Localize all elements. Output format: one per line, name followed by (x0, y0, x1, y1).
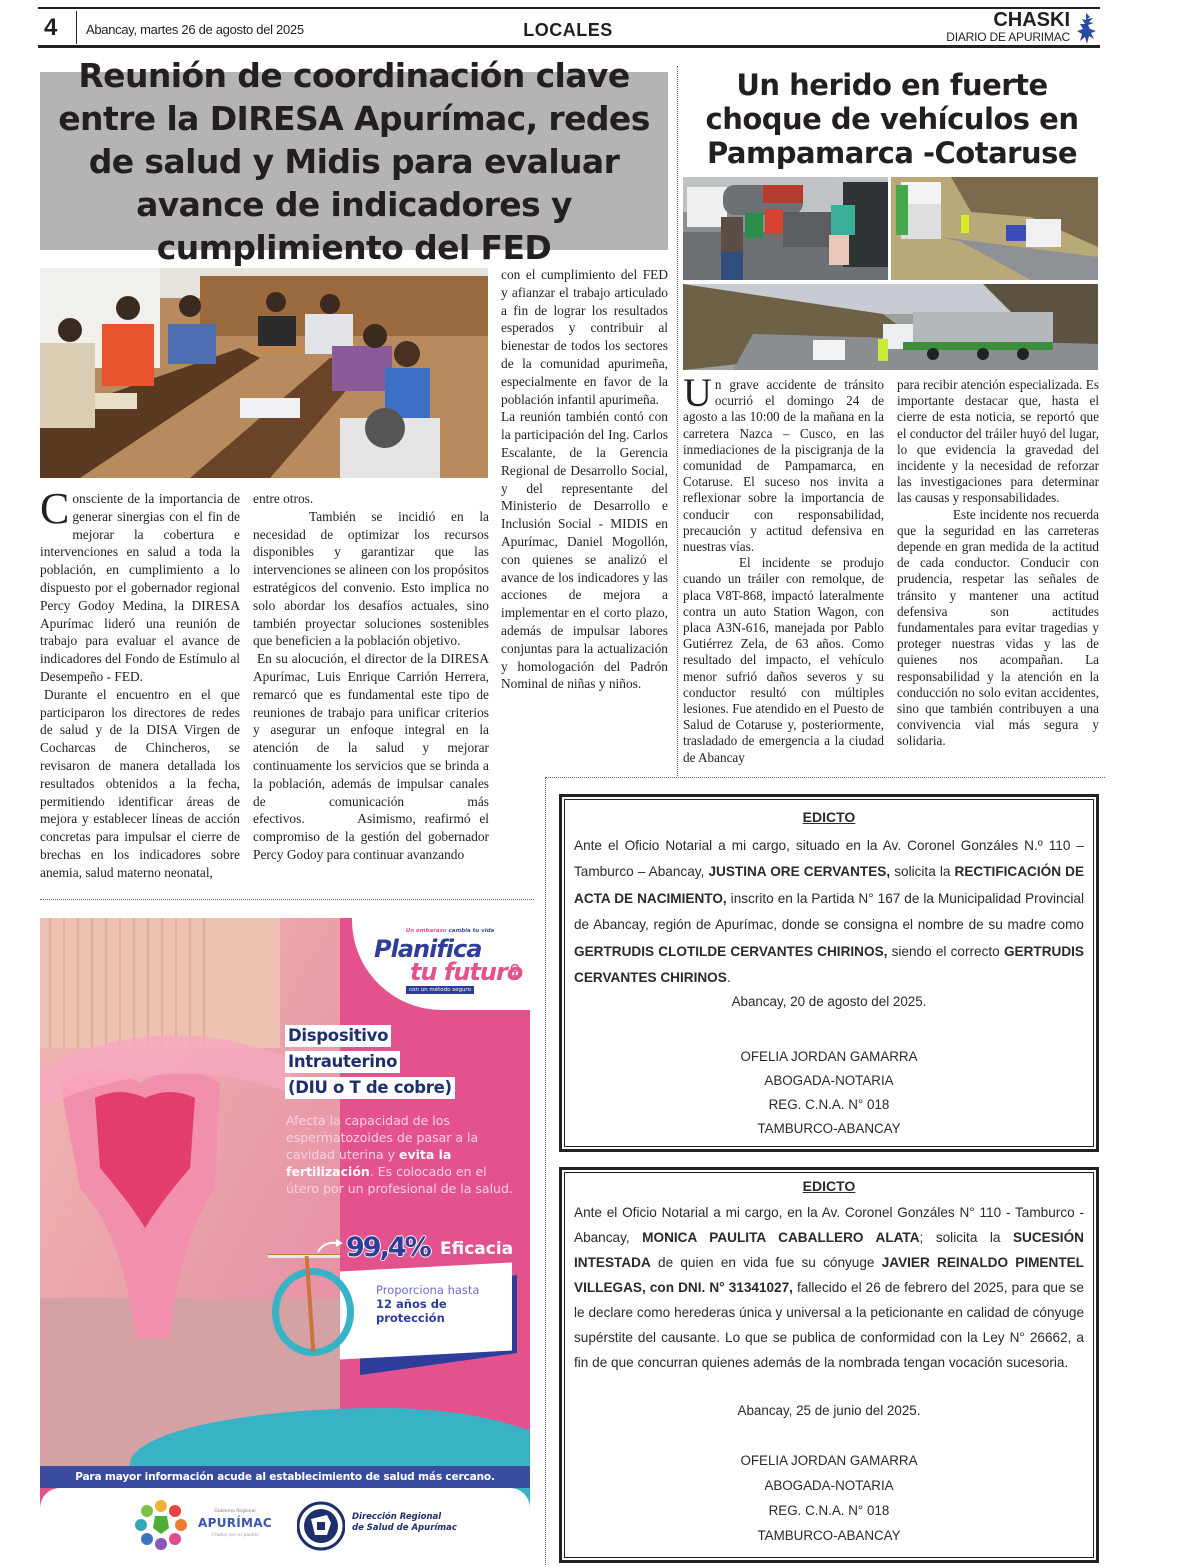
signature-name: OFELIA JORDAN GAMARRA (740, 1453, 918, 1468)
ad-brand-line-1: Planifica (374, 935, 482, 963)
edicto-notice-1 (559, 794, 1099, 1152)
paragraph: Asimismo, reafirmó el compromiso de la gestión del gobernador Percy Godoy para continuar avanzando (253, 811, 489, 862)
petitioner-name: MONICA PAULITA CABALLERO ALATA (642, 1230, 920, 1245)
gov-slogan: Unidos por el pueblo (211, 1533, 259, 1538)
trailer-highway-photo (683, 284, 1098, 370)
edicto-text: solicita la (890, 864, 955, 880)
paragraph: Durante el encuentro en el que participaron los directores de redes de salud y de la DISA Virgen de Cocharcas de Chincheros, se revisaron de manera detallada los resultados obtenidos a la fecha, permitiendo identificar áreas de mejora y establecer líneas de acción concretas para impulsar el cierre de brechas en los indicadores sobre anemia, salud materno neonatal, (40, 686, 240, 880)
signature-title: ABOGADA-NOTARIA (764, 1073, 894, 1088)
edicto-text: fallecido el 26 de febrero del 2025, para que se le declare como herederas única y universal a la peticionante en calidad de cónyuge supérstite del causante. Lo que se publica de conformidad con la Ley N° 26662, a fin de que concurran quienes además de la nombrada tengan vocación sucesoria. (574, 1280, 1084, 1370)
header-separator (76, 11, 77, 44)
paragraph: Este incidente nos recuerda que la seguridad en las carreteras depende en gran medida de la actitud de cada conductor. Conducir con prudencia, respetar las señales de tránsito y mantener una actitud defensiva son actitudes fundamentales para evitar tragedias y proteger nuestras vidas y las de quienes nos acompañan. La responsabilidad y la atención en la conducción no solo evitan accidentes, sino que también contribuyen a una convivencia vial más segura y solidaria. (897, 506, 1099, 749)
petitioner-name: JUSTINA ORE CERVANTES, (708, 864, 891, 880)
header-top-rule (38, 7, 1100, 9)
ad-title-line-3: (DIU o T de cobre) (285, 1077, 455, 1099)
paragraph: El incidente se produjo cuando un tráiler con remolque, de placa V8T-868, impactó lateralmente contra un auto Station Wagon, con placa A3N-616, manejada por Pablo Gutiérrez Zela, de 63 años. Como resultado del impacto, el vehículo menor sufrió daños severos y su conductor resultó con múltiples lesiones. Fue atendido en el Puesto de Salud de Cotaruse y, posteriormente, trasladado de emergencia a la ciudad de Abancay (683, 555, 884, 765)
signature-registry: REG. C.N.A. N° 018 (768, 1503, 890, 1518)
ad-brand-line-3: con un método seguro (406, 986, 474, 994)
right-article-column-2 (897, 377, 1099, 750)
gov-small-label: Gobierno Regional (214, 1509, 256, 1514)
ad-title-line-1: Dispositivo (285, 1025, 391, 1047)
signature-title: ABOGADA-NOTARIA (764, 1478, 894, 1493)
signature-registry: REG. C.N.A. N° 018 (768, 1097, 890, 1112)
signature-name: OFELIA JORDAN GAMARRA (740, 1049, 918, 1064)
diresa-seal-icon (297, 1501, 345, 1551)
edicto-text: inscrito en la Partida N° 167 de la Municipalidad Provincial de Abancay, región de Apurímac, donde se consigna el nombre de su madre como (574, 890, 1084, 933)
paragraph: para recibir atención especializada. Es importante destacar que, hasta el cierre de esta noticia, se reportó que el conductor del tráiler huyó del lugar, lo que evidencia la gravedad del incidente y la necesidad de reforzar las investigaciones para determinar las causas y responsabilidades. (897, 377, 1099, 506)
diresa-line: de Salud de Apurímac (352, 1523, 457, 1533)
brand-subtitle: DIARIO DE APURIMAC (946, 30, 1070, 44)
diresa-name (352, 1512, 457, 1534)
tagline-part: cambia tu vida (446, 928, 495, 934)
correct-name: GERTRUDIS CERVANTES CHIRINOS (574, 943, 1084, 986)
procedure-name: RECTIFICACIÓN DE ACTA DE NACIMIENTO, (574, 864, 1085, 906)
edicto-text: siendo el correcto (887, 943, 1004, 959)
ad-brand-line-2: tu futuro (410, 958, 523, 986)
ad-description (286, 1112, 516, 1197)
header-bottom-rule (38, 45, 1100, 48)
left-article-column-2 (253, 490, 489, 864)
signature-location: TAMBURCO-ABANCAY (757, 1528, 901, 1543)
page-number: 4 (44, 14, 58, 41)
right-headline: Un herido en fuerte choque de vehículos en Pampamarca -Cotaruse (705, 68, 1079, 170)
gobierno-regional-logo-icon (135, 1498, 187, 1550)
paragraph: n grave accidente de tránsito ocurrió el domingo 24 de agosto a las 10:00 de la mañana en la carretera Nazca – Cusco, en las inmediaciones de la piscigranja de la comunidad de Pampamarca, en Cotaruse. El suceso nos invita a reflexionar sobre la importancia de conducir con responsabilidad, precaución y actitud defensiva en nuestras vías. (683, 377, 884, 555)
card-part: 12 años de protección (376, 1297, 447, 1325)
ad-tagline (380, 928, 520, 934)
section-name: LOCALES (523, 20, 613, 40)
column-divider (677, 66, 678, 776)
efficacy-label: Eficacia (440, 1239, 514, 1259)
edicto-text: . (726, 970, 731, 986)
edicto-date: Abancay, 20 de agosto del 2025. (731, 994, 927, 1009)
masthead (946, 10, 1070, 44)
paragraph: En su alocución, el director de la DIRESA Apurímac, Luis Enrique Carrión Herrera, remarcó que es fundamental este tipo de reuniones de trabajo para unificar criterios y asegurar un enfoque integral en la atención de la salud y mejorar continuamente los servicios que se brinda a la población, además de impulsar canales de comunicación más efectivos. (253, 651, 489, 827)
issue-date: Abancay, martes 26 de agosto del 2025 (86, 22, 304, 37)
diresa-line: Dirección Regional (352, 1512, 442, 1522)
ad-illustration (40, 918, 340, 1478)
left-article-column-3 (501, 266, 668, 693)
protection-text (376, 1283, 506, 1325)
paragraph: entre otros. (253, 491, 314, 506)
card-part: Proporciona hasta (376, 1283, 480, 1297)
desc-part: Afecta la capacidad de los espermatozoides de pasar a la cavidad uterina y (286, 1113, 479, 1162)
left-article-column-1 (40, 484, 240, 882)
edicto-text: ; solicita la (919, 1230, 1013, 1245)
column-divider (545, 777, 546, 1565)
paragraph: La reunión también contó con la participación del Ing. Carlos Escalante, de la Gerencia Regional de Desarrollo Social, y del representante del Ministerio de Desarrollo e Inclusión Social - MIDIS en Apurímac, Daniel Mogollón, con quienes se analizó el avance de los indicadores y las acciones de mejora a implementar en el corto plazo, además de impulsar labores conjuntas para la actualización y homologación del Padrón Nominal de niñas y niños. (501, 409, 668, 692)
gov-name: APURÍMAC (198, 1516, 272, 1530)
edicto-body (574, 1200, 1084, 1375)
right-article-column-1 (683, 370, 884, 766)
edicto-text: de quien en vida fue su cónyuge (650, 1255, 882, 1270)
brand-name: CHASKI (993, 9, 1070, 31)
tagline-part: Un embarazo (405, 928, 447, 934)
desc-part: . Es colocado en el útero por un profesional de la salud. (286, 1164, 513, 1196)
drop-cap: C (40, 484, 70, 533)
meeting-photo (40, 268, 488, 478)
curved-arrow-icon (316, 1238, 344, 1254)
edicto-title: EDICTO (802, 1178, 856, 1194)
ad-title-line-2: Intrauterino (285, 1051, 400, 1073)
ad-info-bar: Para mayor información acude al establecimiento de salud más cercano. (40, 1466, 530, 1488)
efficacy-value: 99,4% (346, 1232, 430, 1263)
truck-road-photo (891, 177, 1098, 280)
section-divider (545, 777, 1105, 778)
procedure-name: SUCESIÓN INTESTADA (574, 1230, 1084, 1270)
paragraph: También se incidió en la necesidad de optimizar los recursos disponibles y garantizar que las intervenciones se alineen con los propósitos estratégicos del convenio. Esto implica no solo abordar los desafíos actuales, sino también proyectar soluciones sostenibles que beneficien a la población objetivo. (253, 508, 489, 649)
edicto-date: Abancay, 25 de junio del 2025. (737, 1403, 921, 1418)
edicto-text: Ante el Oficio Notarial a mi cargo, en la Av. Coronel Gonzáles N° 110 - Tamburco - Abancay, (574, 1205, 1084, 1245)
desc-part: evita la fertilización (286, 1147, 452, 1179)
paragraph: onsciente de la importancia de generar sinergias con el fin de mejorar la cobertura e intervenciones en salud a toda la población, en cumplimiento a lo dispuesto por el gobernador regional Percy Godoy Medina, la DIRESA Apurímac lideró una reunión de trabajo para evaluar el avance de indicadores del Fondo de Estímulo al Desempeño - FED. (40, 491, 240, 684)
drop-cap: U (683, 370, 712, 415)
left-headline-box (40, 55, 668, 267)
left-headline: Reunión de coordinación clave entre la DIRESA Apurímac, redes de salud y Midis para evaluar avance de indicadores y cumplimiento del FED (58, 55, 650, 267)
female-symbol-icon (510, 963, 520, 981)
section-divider (40, 899, 534, 900)
deceased-name: JAVIER REINALDO PIMENTEL VILLEGAS, con DNI. N° 31341027, (574, 1255, 1084, 1295)
edicto-title: EDICTO (802, 809, 856, 825)
registered-name: GERTRUDIS CLOTILDE CERVANTES CHIRINOS, (574, 943, 888, 959)
crash-scene-photo (683, 177, 888, 280)
edicto-notice-2 (559, 1167, 1099, 1563)
edicto-text: Ante el Oficio Notarial a mi cargo, situado en la Av. Coronel Gonzáles N.º 110 – Tamburco – Abancay, (574, 838, 1084, 880)
signature-location: TAMBURCO-ABANCAY (757, 1121, 901, 1136)
chaski-runner-icon (1074, 11, 1100, 47)
edicto-body (574, 833, 1084, 991)
paragraph: con el cumplimiento del FED y afianzar el trabajo articulado a fin de lograr los resultados esperados y contribuir al bienestar de todos los sectores de la comunidad apurimeña, especialmente en favor de la población infantil apurimeña. (501, 267, 668, 407)
family-planning-ad (40, 918, 530, 1560)
